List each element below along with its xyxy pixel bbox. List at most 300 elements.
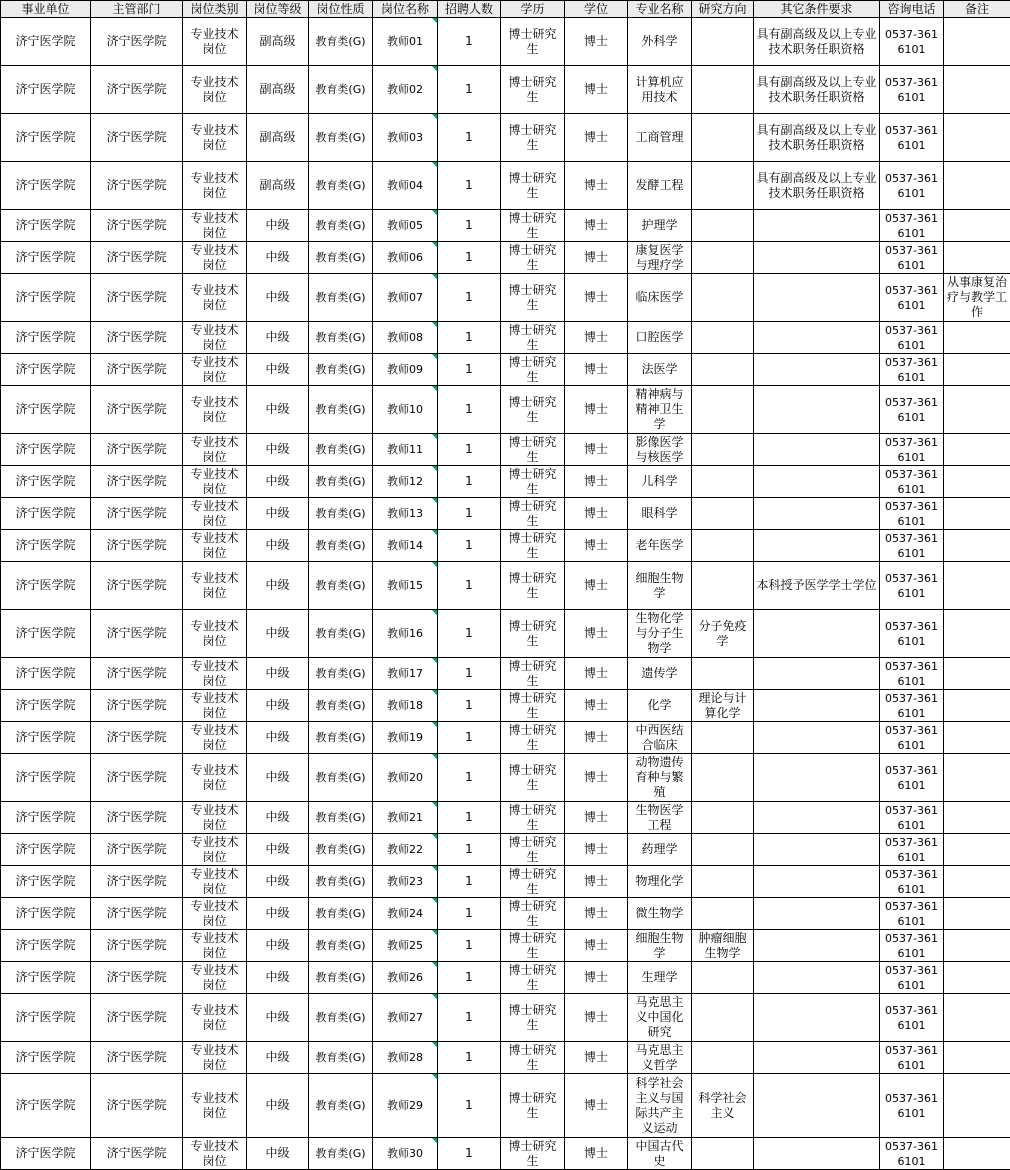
cell-education: 博士研究生 [501,1042,565,1074]
cell-count: 1 [438,274,501,322]
cell-major: 康复医学与理疗学 [628,242,692,274]
cell-count: 1 [438,66,501,114]
cell-note [944,690,1010,722]
cell-phone: 0537-3616101 [880,434,944,466]
cell-direction [692,274,754,322]
cell-count: 1 [438,466,501,498]
cell-unit: 济宁医学院 [1,322,91,354]
cell-unit: 济宁医学院 [1,930,91,962]
cell-nature: 教育类(G) [309,242,373,274]
cell-level: 中级 [247,322,309,354]
cell-position [373,562,438,610]
cell-category: 专业技术岗位 [183,498,247,530]
cell-major: 马克思主义哲学 [628,1042,692,1074]
table-row [1,210,1010,242]
cell-phone: 0537-3616101 [880,834,944,866]
cell-category: 专业技术岗位 [183,18,247,66]
position-text: 教师21 [387,811,423,824]
cell-note [944,1138,1010,1170]
cell-other-requirements: 具有副高级及以上专业技术职务任职资格 [754,114,880,162]
cell-dept: 济宁医学院 [91,834,183,866]
cell-dept: 济宁医学院 [91,1042,183,1074]
cell-phone: 0537-3616101 [880,498,944,530]
cell-degree: 博士 [565,1042,628,1074]
position-text: 教师18 [387,699,423,712]
cell-count: 1 [438,322,501,354]
cell-count: 1 [438,354,501,386]
cell-note [944,962,1010,994]
cell-degree: 博士 [565,930,628,962]
cell-education: 博士研究生 [501,754,565,802]
position-text: 教师01 [387,35,423,48]
cell-direction [692,898,754,930]
cell-note [944,754,1010,802]
table-row [1,18,1010,66]
cell-count: 1 [438,802,501,834]
cell-position [373,1074,438,1138]
cell-degree: 博士 [565,722,628,754]
cell-level: 副高级 [247,18,309,66]
cell-category: 专业技术岗位 [183,562,247,610]
cell-comment-marker [432,498,437,503]
header-degree: 学位 [565,1,628,18]
cell-phone: 0537-3616101 [880,354,944,386]
position-text: 教师30 [387,1147,423,1160]
cell-direction [692,866,754,898]
cell-phone: 0537-3616101 [880,898,944,930]
cell-major: 外科学 [628,18,692,66]
cell-direction [692,66,754,114]
cell-position [373,466,438,498]
table-row [1,1042,1010,1074]
cell-phone: 0537-3616101 [880,18,944,66]
position-text: 教师15 [387,579,423,592]
cell-degree: 博士 [565,114,628,162]
cell-category: 专业技术岗位 [183,898,247,930]
cell-nature: 教育类(G) [309,18,373,66]
position-text: 教师06 [387,251,423,264]
position-text: 教师29 [387,1099,423,1112]
cell-nature: 教育类(G) [309,274,373,322]
cell-unit: 济宁医学院 [1,610,91,658]
cell-major: 生物医学工程 [628,802,692,834]
cell-major: 微生物学 [628,898,692,930]
cell-major: 科学社会主义与国际共产主义运动 [628,1074,692,1138]
cell-direction [692,210,754,242]
position-text: 教师05 [387,219,423,232]
cell-level: 中级 [247,498,309,530]
cell-dept: 济宁医学院 [91,162,183,210]
cell-category: 专业技术岗位 [183,162,247,210]
cell-unit: 济宁医学院 [1,242,91,274]
cell-major: 影像医学与核医学 [628,434,692,466]
cell-phone: 0537-3616101 [880,658,944,690]
cell-count: 1 [438,498,501,530]
cell-position [373,114,438,162]
cell-category: 专业技术岗位 [183,274,247,322]
cell-direction [692,18,754,66]
cell-major: 细胞生物学 [628,930,692,962]
position-text: 教师10 [387,403,423,416]
cell-category: 专业技术岗位 [183,466,247,498]
cell-category: 专业技术岗位 [183,386,247,434]
cell-count: 1 [438,1138,501,1170]
cell-nature: 教育类(G) [309,1138,373,1170]
cell-count: 1 [438,898,501,930]
table-row [1,834,1010,866]
cell-degree: 博士 [565,18,628,66]
cell-dept: 济宁医学院 [91,930,183,962]
cell-other-requirements [754,530,880,562]
cell-note [944,866,1010,898]
cell-dept: 济宁医学院 [91,530,183,562]
cell-direction [692,498,754,530]
cell-phone: 0537-3616101 [880,690,944,722]
table-row [1,994,1010,1042]
cell-direction [692,1042,754,1074]
cell-level: 中级 [247,722,309,754]
cell-note [944,114,1010,162]
cell-unit: 济宁医学院 [1,466,91,498]
cell-note [944,466,1010,498]
cell-phone: 0537-3616101 [880,162,944,210]
table-row [1,722,1010,754]
cell-position [373,162,438,210]
cell-unit: 济宁医学院 [1,562,91,610]
cell-other-requirements [754,498,880,530]
cell-note [944,498,1010,530]
cell-position [373,434,438,466]
cell-direction [692,562,754,610]
cell-position [373,610,438,658]
header-note: 备注 [944,1,1010,18]
cell-level: 中级 [247,866,309,898]
header-row [1,1,1010,18]
cell-comment-marker [432,722,437,727]
cell-phone: 0537-3616101 [880,530,944,562]
cell-education: 博士研究生 [501,658,565,690]
table-row [1,530,1010,562]
cell-education: 博士研究生 [501,354,565,386]
cell-level: 副高级 [247,162,309,210]
cell-category: 专业技术岗位 [183,242,247,274]
cell-other-requirements [754,754,880,802]
cell-nature: 教育类(G) [309,434,373,466]
cell-direction [692,530,754,562]
cell-education: 博士研究生 [501,866,565,898]
cell-major: 发酵工程 [628,162,692,210]
position-text: 教师28 [387,1051,423,1064]
cell-level: 中级 [247,562,309,610]
table-row [1,754,1010,802]
cell-direction [692,434,754,466]
cell-comment-marker [432,610,437,615]
cell-education: 博士研究生 [501,610,565,658]
cell-phone: 0537-3616101 [880,610,944,658]
cell-level: 中级 [247,690,309,722]
cell-education: 博士研究生 [501,210,565,242]
cell-other-requirements [754,210,880,242]
cell-level: 中级 [247,962,309,994]
cell-comment-marker [432,658,437,663]
cell-major: 生物化学与分子生物学 [628,610,692,658]
cell-dept: 济宁医学院 [91,466,183,498]
cell-nature: 教育类(G) [309,610,373,658]
cell-major: 生理学 [628,962,692,994]
cell-direction [692,322,754,354]
cell-dept: 济宁医学院 [91,722,183,754]
cell-major: 中国古代史 [628,1138,692,1170]
position-text: 教师23 [387,875,423,888]
cell-degree: 博士 [565,866,628,898]
cell-degree: 博士 [565,562,628,610]
cell-other-requirements [754,242,880,274]
cell-degree: 博士 [565,834,628,866]
cell-note [944,162,1010,210]
cell-comment-marker [432,802,437,807]
cell-count: 1 [438,1074,501,1138]
cell-nature: 教育类(G) [309,498,373,530]
cell-education: 博士研究生 [501,434,565,466]
cell-degree: 博士 [565,1074,628,1138]
cell-count: 1 [438,162,501,210]
cell-nature: 教育类(G) [309,994,373,1042]
cell-note [944,898,1010,930]
cell-degree: 博士 [565,962,628,994]
cell-count: 1 [438,114,501,162]
cell-unit: 济宁医学院 [1,354,91,386]
cell-comment-marker [432,242,437,247]
cell-dept: 济宁医学院 [91,898,183,930]
cell-position [373,994,438,1042]
cell-major: 精神病与精神卫生学 [628,386,692,434]
table-row [1,274,1010,322]
cell-comment-marker [432,354,437,359]
cell-category: 专业技术岗位 [183,1074,247,1138]
cell-unit: 济宁医学院 [1,162,91,210]
cell-major: 物理化学 [628,866,692,898]
cell-other-requirements [754,466,880,498]
cell-level: 中级 [247,354,309,386]
cell-dept: 济宁医学院 [91,66,183,114]
position-text: 教师14 [387,539,423,552]
cell-other-requirements [754,1042,880,1074]
cell-count: 1 [438,834,501,866]
cell-category: 专业技术岗位 [183,434,247,466]
cell-education: 博士研究生 [501,834,565,866]
cell-other-requirements: 具有副高级及以上专业技术职务任职资格 [754,18,880,66]
cell-position [373,1042,438,1074]
header-other: 其它条件要求 [754,1,880,18]
cell-degree: 博士 [565,802,628,834]
cell-level: 中级 [247,466,309,498]
cell-direction [692,466,754,498]
cell-position [373,690,438,722]
cell-direction [692,722,754,754]
cell-comment-marker [432,754,437,759]
cell-note [944,530,1010,562]
cell-position [373,962,438,994]
cell-nature: 教育类(G) [309,866,373,898]
table-row [1,242,1010,274]
cell-phone: 0537-3616101 [880,1042,944,1074]
cell-education: 博士研究生 [501,722,565,754]
cell-count: 1 [438,994,501,1042]
position-text: 教师02 [387,83,423,96]
cell-note [944,242,1010,274]
cell-comment-marker [432,434,437,439]
header-nature: 岗位性质 [309,1,373,18]
cell-comment-marker [432,322,437,327]
header-count: 招聘人数 [438,1,501,18]
cell-comment-marker [432,1074,437,1079]
cell-direction [692,114,754,162]
cell-phone: 0537-3616101 [880,322,944,354]
cell-phone: 0537-3616101 [880,962,944,994]
cell-comment-marker [432,690,437,695]
cell-other-requirements [754,386,880,434]
cell-position [373,498,438,530]
cell-position [373,1138,438,1170]
cell-other-requirements [754,274,880,322]
cell-count: 1 [438,962,501,994]
cell-nature: 教育类(G) [309,1042,373,1074]
cell-other-requirements [754,930,880,962]
cell-category: 专业技术岗位 [183,658,247,690]
cell-position [373,754,438,802]
cell-major: 眼科学 [628,498,692,530]
header-dept: 主管部门 [91,1,183,18]
cell-major: 遗传学 [628,658,692,690]
cell-category: 专业技术岗位 [183,722,247,754]
cell-nature: 教育类(G) [309,802,373,834]
cell-comment-marker [432,1042,437,1047]
table-row [1,1138,1010,1170]
cell-degree: 博士 [565,690,628,722]
cell-direction: 理论与计算化学 [692,690,754,722]
cell-degree: 博士 [565,242,628,274]
cell-degree: 博士 [565,66,628,114]
cell-level: 中级 [247,994,309,1042]
cell-education: 博士研究生 [501,898,565,930]
cell-phone: 0537-3616101 [880,722,944,754]
cell-note [944,802,1010,834]
cell-degree: 博士 [565,210,628,242]
cell-unit: 济宁医学院 [1,386,91,434]
cell-other-requirements [754,1138,880,1170]
cell-level: 中级 [247,242,309,274]
cell-education: 博士研究生 [501,274,565,322]
position-text: 教师04 [387,179,423,192]
position-text: 教师22 [387,843,423,856]
cell-direction [692,658,754,690]
cell-note [944,1074,1010,1138]
cell-major: 口腔医学 [628,322,692,354]
cell-category: 专业技术岗位 [183,994,247,1042]
position-text: 教师19 [387,731,423,744]
cell-level: 中级 [247,530,309,562]
cell-unit: 济宁医学院 [1,802,91,834]
cell-nature: 教育类(G) [309,354,373,386]
cell-unit: 济宁医学院 [1,722,91,754]
cell-category: 专业技术岗位 [183,962,247,994]
cell-comment-marker [432,562,437,567]
cell-position [373,802,438,834]
cell-major: 细胞生物学 [628,562,692,610]
cell-dept: 济宁医学院 [91,498,183,530]
cell-comment-marker [432,994,437,999]
cell-nature: 教育类(G) [309,834,373,866]
cell-category: 专业技术岗位 [183,690,247,722]
cell-position [373,930,438,962]
cell-note [944,562,1010,610]
cell-comment-marker [432,530,437,535]
cell-position [373,658,438,690]
cell-nature: 教育类(G) [309,690,373,722]
cell-comment-marker [432,898,437,903]
cell-other-requirements [754,1074,880,1138]
cell-position [373,898,438,930]
cell-level: 中级 [247,834,309,866]
cell-unit: 济宁医学院 [1,434,91,466]
cell-nature: 教育类(G) [309,386,373,434]
cell-note [944,722,1010,754]
header-phone: 咨询电话 [880,1,944,18]
cell-phone: 0537-3616101 [880,210,944,242]
cell-category: 专业技术岗位 [183,66,247,114]
position-text: 教师08 [387,331,423,344]
table-row [1,930,1010,962]
cell-dept: 济宁医学院 [91,658,183,690]
table-row [1,690,1010,722]
cell-category: 专业技术岗位 [183,1138,247,1170]
cell-comment-marker [432,962,437,967]
position-text: 教师24 [387,907,423,920]
cell-category: 专业技术岗位 [183,930,247,962]
cell-education: 博士研究生 [501,498,565,530]
cell-note [944,210,1010,242]
cell-count: 1 [438,530,501,562]
cell-degree: 博士 [565,386,628,434]
cell-level: 中级 [247,802,309,834]
cell-degree: 博士 [565,498,628,530]
cell-nature: 教育类(G) [309,562,373,610]
cell-education: 博士研究生 [501,690,565,722]
cell-degree: 博士 [565,530,628,562]
cell-nature: 教育类(G) [309,722,373,754]
cell-education: 博士研究生 [501,466,565,498]
cell-direction: 分子免疫学 [692,610,754,658]
cell-dept: 济宁医学院 [91,962,183,994]
cell-nature: 教育类(G) [309,930,373,962]
position-text: 教师27 [387,1011,423,1024]
position-text: 教师11 [387,443,423,456]
cell-education: 博士研究生 [501,562,565,610]
position-text: 教师09 [387,363,423,376]
cell-dept: 济宁医学院 [91,802,183,834]
table-row [1,386,1010,434]
cell-other-requirements [754,994,880,1042]
cell-position [373,274,438,322]
cell-direction [692,962,754,994]
header-unit: 事业单位 [1,1,91,18]
cell-position [373,18,438,66]
cell-education: 博士研究生 [501,962,565,994]
cell-category: 专业技术岗位 [183,610,247,658]
cell-direction: 肿瘤细胞生物学 [692,930,754,962]
cell-direction [692,834,754,866]
cell-other-requirements [754,610,880,658]
